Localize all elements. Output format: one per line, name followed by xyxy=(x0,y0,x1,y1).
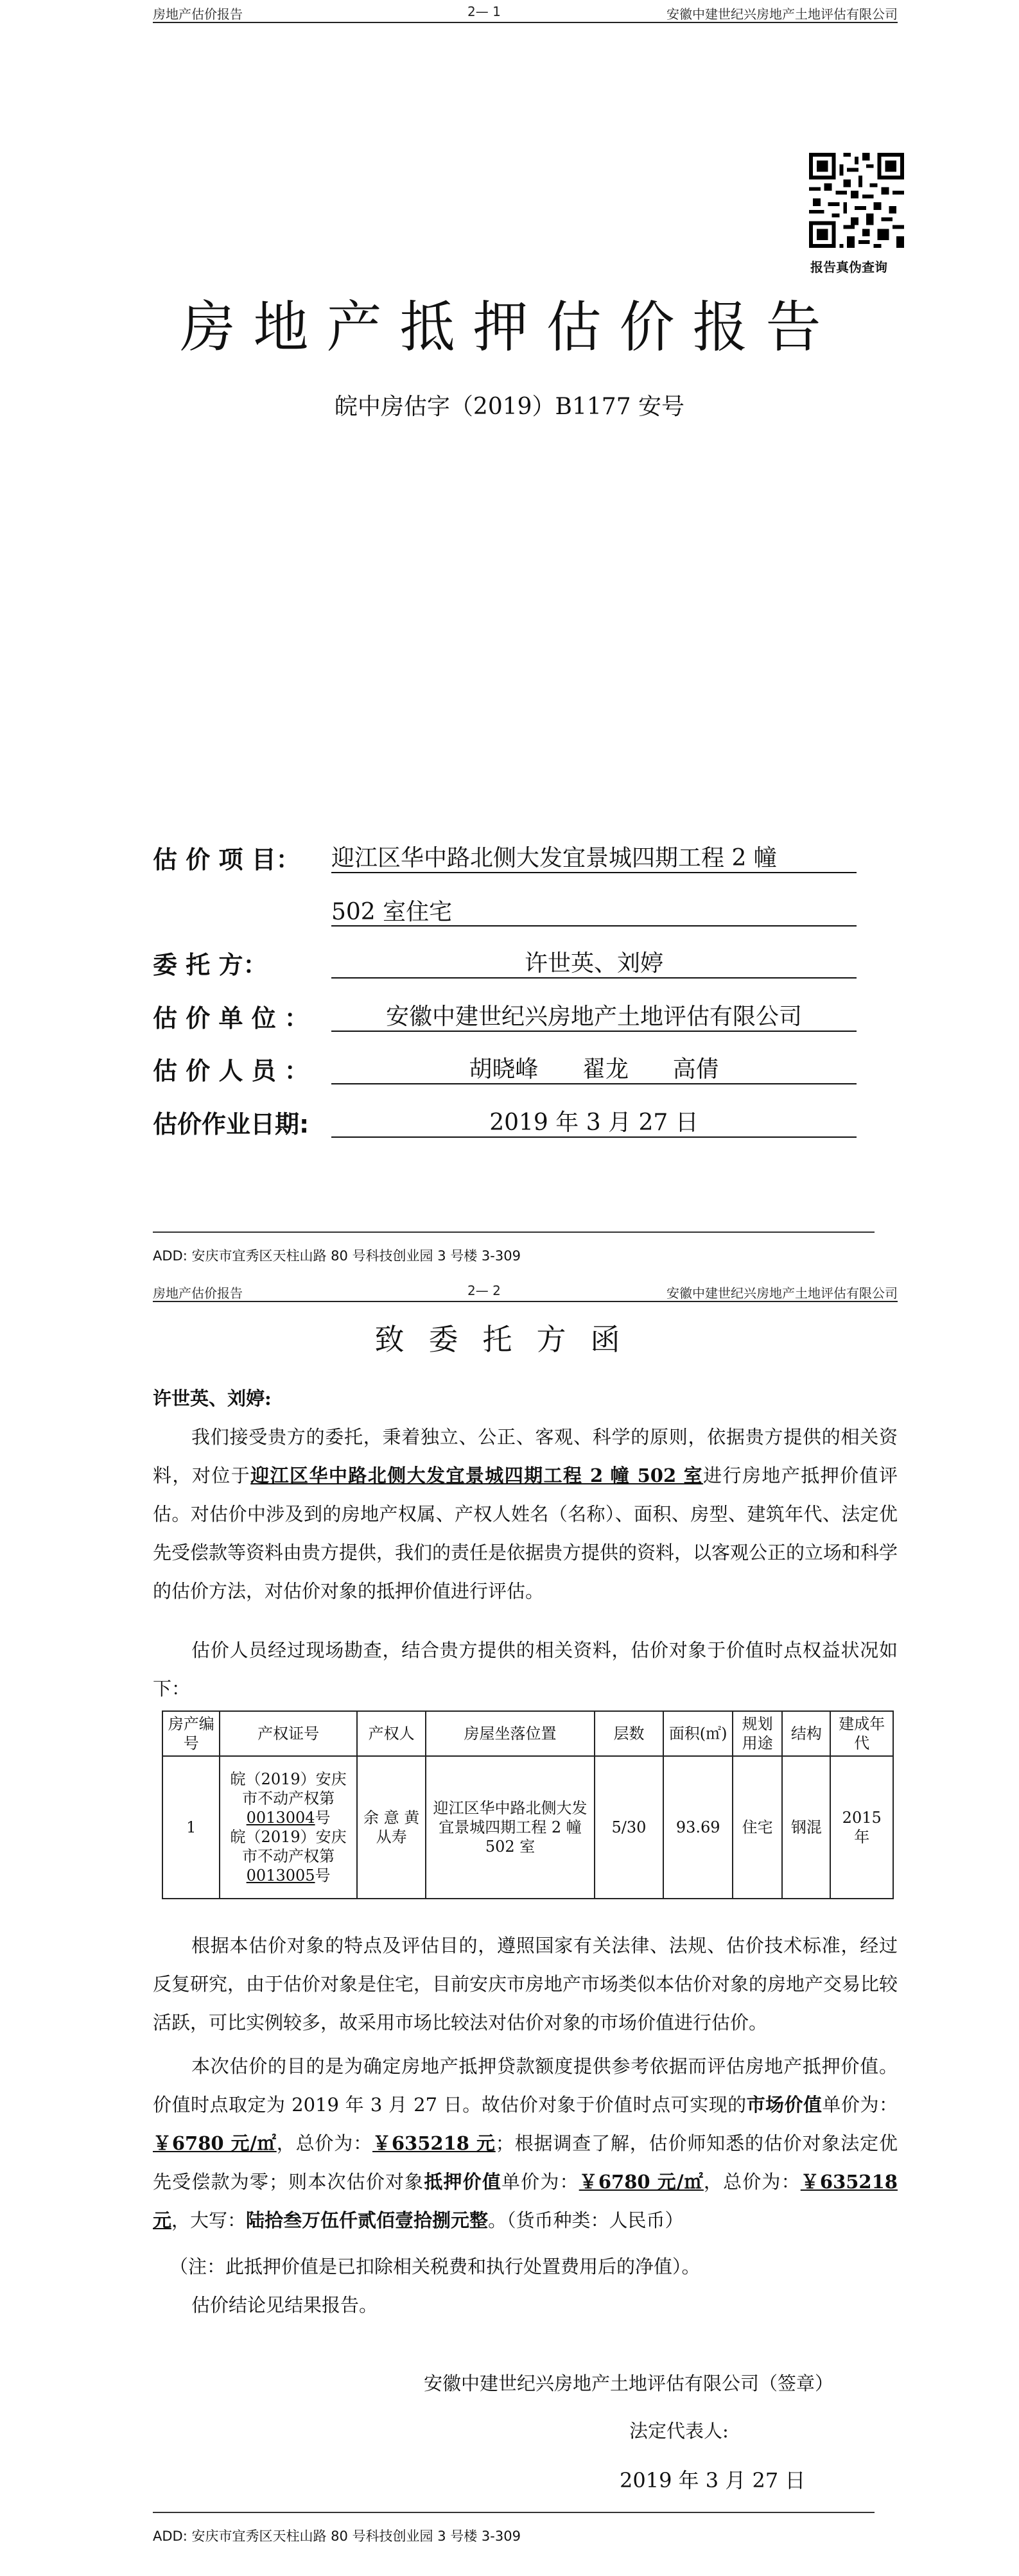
page-header xyxy=(153,1279,898,1302)
date-label: 估价作业日期: xyxy=(153,1110,309,1138)
persons-underline xyxy=(331,1083,857,1084)
report-title: 房地产抵押估价报告 xyxy=(180,295,839,360)
signature-date: 2019 年 3 月 27 日 xyxy=(620,2468,806,2493)
paragraph-3: 根据本估价对象的特点及评估目的，遵照国家有关法律、法规、估价技术标准，经过反复研究，由于估价对象是住宅，目前安庆市房地产市场类似本估价对象的房地产交易比较活跃，可比实例较多，故采用市场比较法对估价对象的市场价值进行估价。 xyxy=(153,1935,898,2033)
p4-mortgage-value-label: 抵押价值 xyxy=(424,2171,501,2193)
footer-rule xyxy=(153,2512,875,2513)
p4-text-b: 单价为： xyxy=(822,2094,898,2116)
p4-amount-in-words: 陆拾叁万伍仟贰佰壹拾捌元整 xyxy=(246,2209,489,2231)
cert-b-suffix: 号 xyxy=(315,1867,331,1884)
page-header xyxy=(153,0,898,23)
p4-text-f: ，总价为： xyxy=(703,2171,801,2193)
cell-cert xyxy=(220,1756,356,1899)
cell-structure: 钢混 xyxy=(782,1756,830,1899)
th-cert: 产权证号 xyxy=(220,1711,356,1756)
p4-mortgage-unit-price: ￥6780 元/㎡ xyxy=(579,2171,704,2193)
table-row xyxy=(162,1756,893,1899)
project-value-line1: 迎江区华中路北侧大发宜景城四期工程 2 幢 xyxy=(331,845,777,871)
header-left: 房地产估价报告 xyxy=(153,6,243,22)
p4-text-h: 。（货币种类：人民币） xyxy=(488,2209,684,2231)
footer-address: ADD: 安庆市宜秀区天柱山路 80 号科技创业园 3 号楼 3-309 xyxy=(153,1248,521,1264)
cert-a-text: 皖（2019）安庆市不动产权第 xyxy=(230,1770,347,1807)
footer-address: ADD: 安庆市宜秀区天柱山路 80 号科技创业园 3 号楼 3-309 xyxy=(153,2528,521,2544)
th-structure: 结构 xyxy=(782,1711,830,1756)
p4-text-e: 单价为： xyxy=(501,2171,579,2193)
p4-text-a: 本次估价的目的是为确定房地产抵押贷款额度提供参考依据而评估房地产抵押价值。价值时点取定为 2019 年 3 月 27 日。故估价对象于价值时点可实现的 xyxy=(153,2055,898,2116)
project-label: 估 价 项 目： xyxy=(153,846,300,874)
paragraph-1 xyxy=(153,1418,898,1610)
header-page-number: 2— 2 xyxy=(467,1283,501,1298)
th-floors: 层数 xyxy=(595,1711,664,1756)
client-underline xyxy=(331,977,857,979)
unit-value: 安徽中建世纪兴房地产土地评估有限公司 xyxy=(385,1004,802,1030)
qr-code[interactable] xyxy=(809,153,904,248)
header-company: 安徽中建世纪兴房地产土地评估有限公司 xyxy=(666,6,898,22)
p4-text-d: ；根据调查了解，估价师知悉的估价对象法定优先受偿款为零；则本次估价对象 xyxy=(153,2132,898,2193)
cell-floors: 5/30 xyxy=(595,1756,664,1899)
client-value: 许世英、刘婷 xyxy=(524,950,663,977)
paragraph-conclusion: 估价结论见结果报告。 xyxy=(191,2294,378,2316)
property-table xyxy=(162,1710,894,1899)
th-year: 建成年代 xyxy=(830,1711,893,1756)
cert-b-number: 0013005 xyxy=(246,1867,315,1884)
cert-a-number: 0013004 xyxy=(246,1809,315,1827)
letter-title: 致委托方函 xyxy=(374,1322,645,1357)
cell-location: 迎江区华中路北侧大发宜景城四期工程 2 幢 502 室 xyxy=(426,1756,594,1899)
header-page-number: 2— 1 xyxy=(467,4,501,19)
cell-year: 2015 年 xyxy=(830,1756,893,1899)
document-number: 皖中房估字（2019）B1177 安号 xyxy=(334,394,685,420)
cell-owner: 余 意 黄从寿 xyxy=(357,1756,426,1899)
signature-company: 安徽中建世纪兴房地产土地评估有限公司（签章） xyxy=(424,2372,834,2394)
header-rule xyxy=(153,22,898,23)
project-underline-2 xyxy=(331,925,857,927)
paragraph-4 xyxy=(153,2047,898,2240)
header-company: 安徽中建世纪兴房地产土地评估有限公司 xyxy=(666,1285,898,1301)
persons-value: 胡晓峰 翟龙 高倩 xyxy=(469,1056,719,1083)
p4-market-value-label: 市场价值 xyxy=(746,2094,823,2116)
cell-use: 住宅 xyxy=(733,1756,782,1899)
paragraph-2: 估价人员经过现场勘查，结合贵方提供的相关资料，估价对象于价值时点权益状况如下： xyxy=(153,1639,898,1700)
p1-text-b: 进行房地产抵押价值评估。对估价中涉及到的房地产权属、产权人姓名（名称）、面积、房型、建筑年代、法定优先受偿款等资料由贵方提供，我们的责任是依据贵方提供的资料，以客观公正的立场和科学的估价方法，对估价对象的抵押价值进行评估。 xyxy=(153,1465,898,1602)
cert-b-text: 皖（2019）安庆市不动产权第 xyxy=(230,1828,347,1865)
project-underline-1 xyxy=(331,872,857,873)
persons-label: 估 价 人 员 ： xyxy=(153,1057,309,1085)
p1-address: 迎江区华中路北侧大发宜景城四期工程 2 幢 502 室 xyxy=(250,1465,704,1486)
client-label: 委 托 方： xyxy=(153,951,268,979)
footer-rule xyxy=(153,1231,875,1233)
paragraph-note: （注：此抵押价值是已扣除相关税费和执行处置费用后的净值）。 xyxy=(170,2256,701,2277)
table-header-row xyxy=(162,1711,893,1756)
th-location: 房屋坐落位置 xyxy=(426,1711,594,1756)
cell-no: 1 xyxy=(162,1756,220,1899)
p4-text-c: ，总价为： xyxy=(276,2132,373,2154)
cert-a-suffix: 号 xyxy=(315,1809,331,1827)
th-use: 规划用途 xyxy=(733,1711,782,1756)
date-underline xyxy=(331,1136,857,1138)
th-area: 面积(㎡) xyxy=(663,1711,733,1756)
th-no: 房产编号 xyxy=(162,1711,220,1756)
p4-mortgage-total-price: ￥635218 元 xyxy=(153,2171,898,2231)
p4-unit-price: ￥6780 元/㎡ xyxy=(153,2132,277,2154)
project-value-line2: 502 室住宅 xyxy=(331,899,453,925)
p4-total-price: ￥635218 元 xyxy=(372,2132,496,2154)
qr-caption: 报告真伪查询 xyxy=(810,259,887,275)
unit-underline xyxy=(331,1031,857,1032)
header-rule xyxy=(153,1301,898,1302)
signature-representative: 法定代表人: xyxy=(629,2420,729,2442)
cell-area: 93.69 xyxy=(663,1756,733,1899)
p4-text-g: ，大写： xyxy=(171,2209,247,2231)
header-left: 房地产估价报告 xyxy=(153,1285,243,1301)
th-owner: 产权人 xyxy=(357,1711,426,1756)
p1-text-a: 我们接受贵方的委托，秉着独立、公正、客观、科学的原则，依据贵方提供的相关资料，对位于 xyxy=(153,1426,898,1486)
unit-label: 估 价 单 位 ： xyxy=(153,1004,309,1032)
salutation: 许世英、刘婷: xyxy=(153,1388,272,1409)
date-value: 2019 年 3 月 27 日 xyxy=(489,1110,699,1136)
